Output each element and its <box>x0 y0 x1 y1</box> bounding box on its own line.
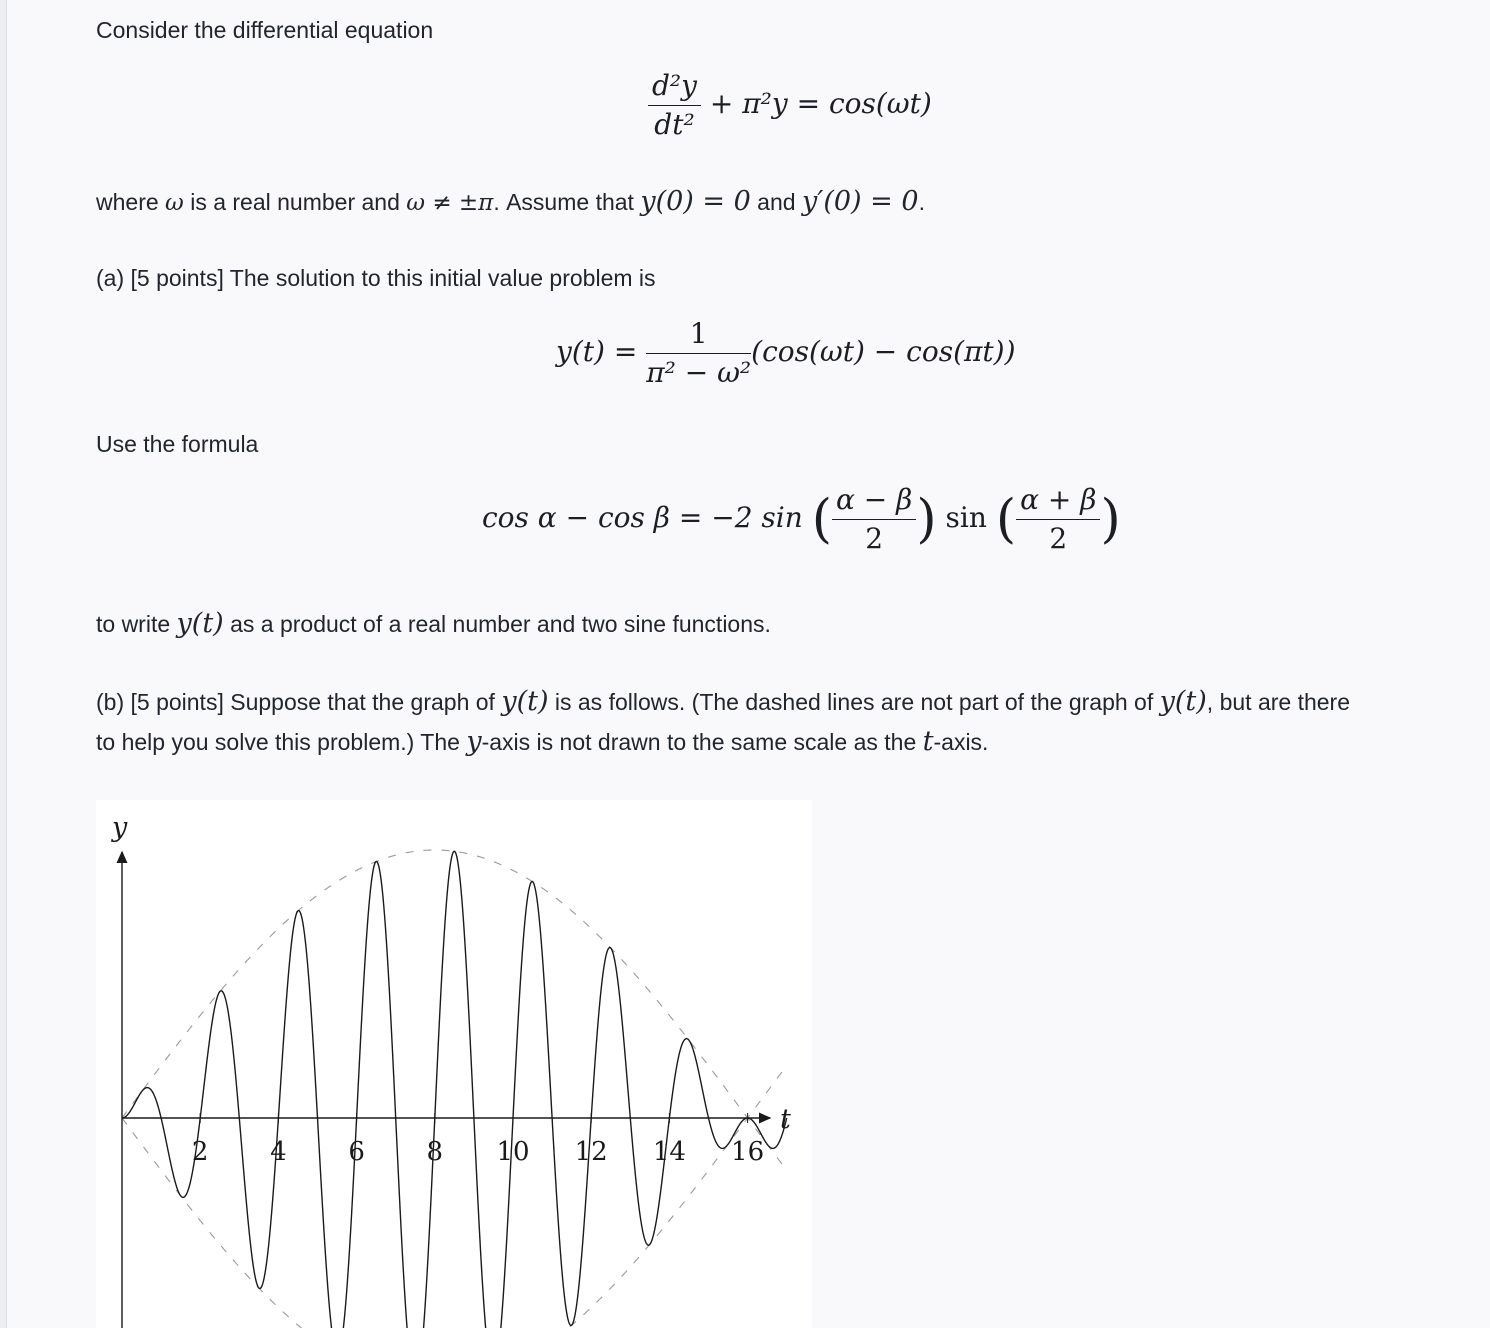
part-b-yt-1: y(t) <box>501 686 549 717</box>
eq2-lhs: y(t) = <box>556 335 638 369</box>
x-tick-label-16: 16 <box>731 1137 765 1167</box>
part-b-text-6: -axis. <box>933 729 989 755</box>
write-text-1: to write <box>96 611 177 637</box>
sin-word: sin <box>945 501 987 535</box>
right-paren: ) <box>916 489 937 550</box>
beat-graph <box>96 800 812 1328</box>
cond-omega: ω <box>165 190 184 216</box>
frac2-denominator: 2 <box>1049 522 1068 556</box>
eq2-numerator: 1 <box>646 318 751 354</box>
y-axis-label: y <box>112 812 128 843</box>
part-b-text-1: (b) [5 points] Suppose that the graph of <box>96 689 502 715</box>
eq3-lhs: cos α − cos β = −2 sin <box>482 501 803 535</box>
part-b-text-2: is as follows. (The dashed lines are not part of the graph of <box>548 689 1160 715</box>
cond-text-4: and <box>750 189 802 215</box>
part-b-text-4: to help you solve this problem.) The <box>96 729 467 755</box>
write-text-2: as a product of a real number and two sine functions. <box>223 611 771 637</box>
x-tick-label-10: 10 <box>496 1137 530 1167</box>
cond-text-2: is a real number and <box>183 189 407 215</box>
part-b-line-2 <box>96 722 988 762</box>
frac1-denominator: 2 <box>865 522 884 556</box>
x-tick-label-8: 8 <box>426 1137 444 1167</box>
left-margin-rule <box>0 0 7 1328</box>
write-yt: y(t) <box>176 608 224 639</box>
solution-equation <box>556 318 1016 389</box>
cond-inequality: ω ≠ ±π <box>406 190 494 216</box>
part-b-line-1 <box>96 682 1350 722</box>
initial-condition-1: y(0) = 0 <box>640 186 751 217</box>
eq1-denominator: dt² <box>654 108 695 142</box>
part-b-y: y <box>466 726 482 757</box>
eq2-denominator: π² − ω² <box>646 356 752 390</box>
left-paren-2: ( <box>995 489 1017 550</box>
eq2-rest: (cos(ωt) − cos(πt)) <box>751 335 1016 369</box>
initial-condition-2: y′(0) = 0 <box>801 186 919 217</box>
x-tick-label-12: 12 <box>574 1137 608 1167</box>
trig-identity <box>482 484 1121 555</box>
differential-equation <box>648 70 932 141</box>
write-instruction <box>96 604 771 644</box>
upper-envelope-dashed <box>122 850 787 1170</box>
t-axis-label: t <box>780 1104 791 1135</box>
cond-text-1: where <box>96 189 166 215</box>
intro-text: Consider the differential equation <box>96 17 434 43</box>
x-tick-label-6: 6 <box>348 1137 365 1167</box>
solution-curve <box>122 851 787 1328</box>
frac2-numerator: α + β <box>1016 484 1100 520</box>
part-b-text-5: -axis is not drawn to the same scale as the <box>481 729 923 755</box>
x-tick-label-2: 2 <box>191 1137 209 1167</box>
part-a-text: (a) [5 points] The solution to this initial value problem is <box>96 265 656 291</box>
cond-text-5: . <box>918 189 925 215</box>
eq1-rest: + π²y = cos(ωt) <box>709 87 932 121</box>
graph-svg <box>96 800 812 1328</box>
use-formula-text: Use the formula <box>96 431 259 457</box>
left-paren: ( <box>811 489 832 550</box>
right-paren-2: ) <box>1100 489 1121 550</box>
x-tick-label-4: 4 <box>270 1137 287 1167</box>
eq1-numerator: d²y <box>648 70 701 106</box>
part-b-text-3: , but are there <box>1206 689 1350 715</box>
part-b-yt-2: y(t) <box>1159 686 1207 717</box>
conditions-text <box>96 182 925 223</box>
part-b-t: t <box>922 726 934 757</box>
x-tick-label-14: 14 <box>652 1137 686 1167</box>
frac1-numerator: α − β <box>832 484 916 520</box>
lower-envelope-dashed <box>122 1066 787 1328</box>
cond-text-3: . Assume that <box>493 189 641 215</box>
